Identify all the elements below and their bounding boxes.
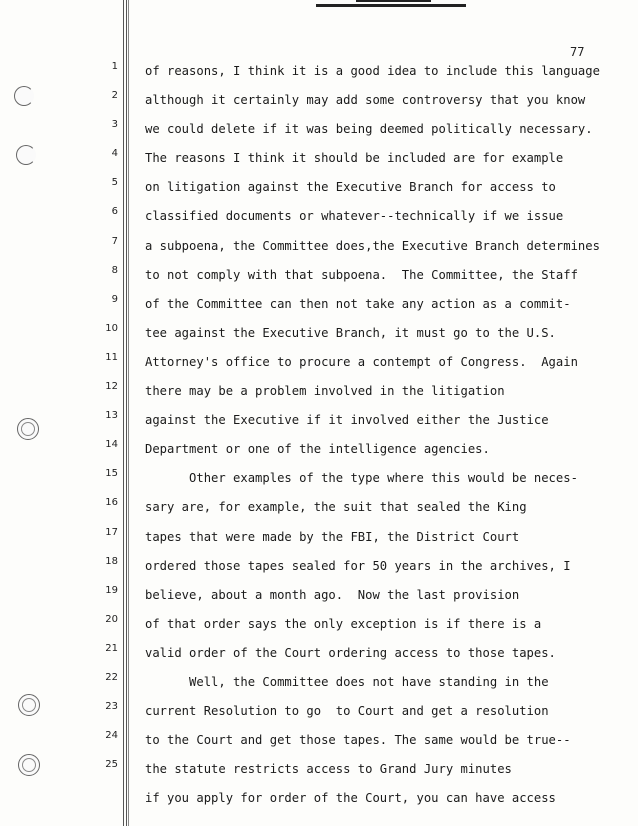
- transcript-line: Well, the Committee does not have standing in the: [145, 674, 549, 689]
- line-number: 20: [105, 613, 118, 625]
- margin-rule: [128, 0, 129, 826]
- binder-hole-icon: [17, 418, 39, 440]
- transcript-line: current Resolution to go to Court and get a resolution: [145, 704, 549, 719]
- transcript-line: of reasons, I think it is a good idea to include this language: [145, 64, 600, 78]
- line-number: 15: [105, 468, 118, 480]
- transcript-line: tapes that were made by the FBI, the District Court: [145, 529, 520, 544]
- transcript-line: sary are, for example, the suit that sealed the King: [145, 500, 527, 515]
- line-number: 12: [105, 381, 118, 393]
- line-number: 11: [105, 351, 118, 363]
- transcript-line: Attorney's office to procure a contempt of Congress. Again: [145, 354, 578, 369]
- transcript-line: tee against the Executive Branch, it must go to the U.S.: [145, 325, 556, 340]
- margin-rule: [126, 0, 127, 826]
- margin-rule: [123, 0, 124, 826]
- line-number: 10: [105, 322, 118, 334]
- line-number: 4: [111, 148, 118, 160]
- transcript-line: against the Executive if it involved either the Justice: [145, 413, 549, 428]
- line-number: 5: [111, 177, 118, 189]
- line-number: 16: [105, 497, 118, 509]
- line-number: 3: [111, 119, 118, 131]
- line-number: 23: [105, 701, 118, 713]
- binder-hole-icon: [18, 694, 40, 716]
- transcript-line: Department or one of the intelligence agencies.: [145, 442, 490, 457]
- line-number-column: [96, 52, 118, 779]
- transcript-body: [145, 57, 635, 813]
- line-number: 13: [105, 410, 118, 422]
- transcript-line: of that order says the only exception is if there is a: [145, 616, 542, 631]
- line-number: 24: [105, 730, 118, 742]
- line-number: 14: [105, 439, 118, 451]
- line-number: 6: [111, 206, 118, 218]
- line-number: 2: [111, 90, 118, 102]
- binder-hole-icon: [14, 86, 34, 106]
- transcript-line: valid order of the Court ordering access to those tapes.: [145, 645, 556, 660]
- transcript-line: Other examples of the type where this would be neces-: [145, 471, 578, 486]
- transcript-line: on litigation against the Executive Branch for access to: [145, 180, 556, 195]
- top-edge-mark: [316, 0, 466, 7]
- transcript-line: we could delete if it was being deemed politically necessary.: [145, 122, 593, 137]
- line-number: 21: [105, 642, 118, 654]
- transcript-line: to not comply with that subpoena. The Committee, the Staff: [145, 267, 578, 282]
- binder-hole-icon: [18, 754, 40, 776]
- transcript-line: to the Court and get those tapes. The same would be true--: [145, 733, 571, 748]
- line-number: 17: [105, 526, 118, 538]
- transcript-line: of the Committee can then not take any action as a commit-: [145, 296, 571, 311]
- binder-hole-icon: [16, 145, 36, 165]
- transcript-line: if you apply for order of the Court, you can have access: [145, 791, 556, 806]
- transcript-line: although it certainly may add some controversy that you know: [145, 93, 586, 108]
- transcript-line: classified documents or whatever--technically if we issue: [145, 209, 564, 224]
- line-number: 18: [105, 555, 118, 567]
- line-number: 7: [111, 235, 118, 247]
- line-number: 8: [111, 264, 118, 276]
- line-number: 22: [105, 671, 118, 683]
- transcript-line: ordered those tapes sealed for 50 years in the archives, I: [145, 558, 571, 573]
- page-number: 77: [570, 45, 585, 59]
- line-number: 19: [105, 584, 118, 596]
- transcript-line: there may be a problem involved in the litigation: [145, 384, 505, 399]
- transcript-line: The reasons I think it should be included are for example: [145, 151, 564, 166]
- transcript-line: the statute restricts access to Grand Jury minutes: [145, 762, 512, 777]
- transcript-line: a subpoena, the Committee does,the Executive Branch determines: [145, 238, 600, 253]
- line-number: 1: [111, 61, 118, 72]
- transcript-line: believe, about a month ago. Now the last provision: [145, 587, 520, 602]
- line-number: 25: [105, 759, 118, 771]
- line-number: 9: [111, 293, 118, 305]
